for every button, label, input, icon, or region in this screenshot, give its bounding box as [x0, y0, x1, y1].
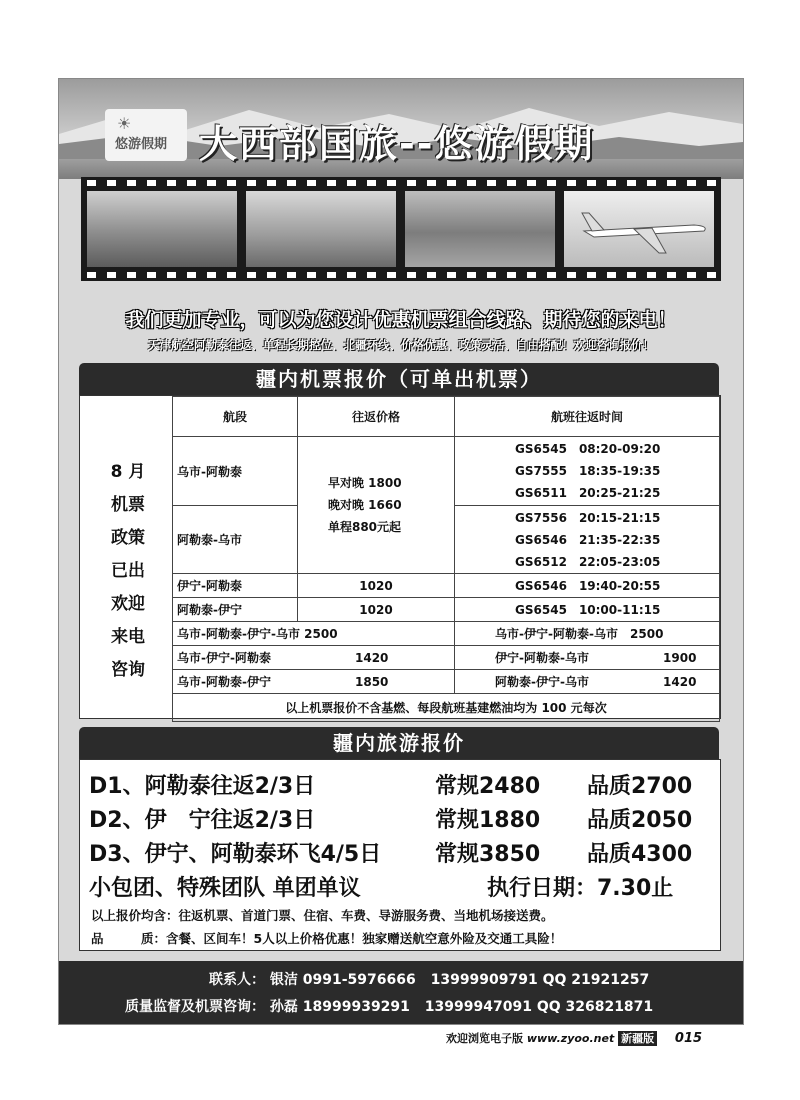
combo-route: 乌市-伊宁-阿勒泰-乌市 — [495, 627, 618, 641]
price-cell — [297, 437, 454, 574]
side-line: 欢迎 — [111, 594, 145, 614]
route-cell: 伊宁-阿勒泰 — [173, 574, 298, 598]
route-cell: 阿勒泰-伊宁 — [173, 598, 298, 622]
tour-name: D1、阿勒泰往返2/3日 — [89, 774, 316, 799]
tour-regular-price: 常规2480 — [435, 774, 541, 799]
combo-route: 伊宁-阿勒泰-乌市 — [495, 651, 590, 665]
contact-name: 银洁 — [269, 972, 298, 988]
footer-text: 欢迎浏览电子版 — [446, 1032, 523, 1045]
side-line: 咨询 — [111, 660, 145, 680]
tour-regular-price: 常规3850 — [435, 842, 541, 867]
tour-quality-note: 品 质：含餐、区间车！5人以上价格优惠！独家赠送航空意外险及交通工具险！ — [91, 931, 563, 946]
contact-bar — [59, 961, 743, 1024]
hero-banner — [59, 79, 743, 179]
combo-route: 乌市-阿勒泰-伊宁 — [177, 675, 271, 689]
edition-badge: 新疆版 — [618, 1031, 657, 1046]
combo-route: 阿勒泰-伊宁-乌市 — [495, 675, 590, 689]
time-cell — [455, 437, 720, 506]
route-cell: 乌市-阿勒泰 — [173, 437, 298, 506]
contact-label: 联系人： — [209, 972, 265, 988]
time-cell: GS6546 19:40-20:55 — [455, 574, 720, 598]
price-line: 单程880元起 — [327, 520, 402, 534]
tour-group-line — [89, 871, 673, 902]
page-title: 大西部国旅--悠游假期 — [199, 122, 595, 166]
combo-price: 2500 — [304, 627, 338, 641]
advertisement-page — [58, 78, 744, 1025]
flight-time: GS6512 22:05-23:05 — [515, 554, 661, 569]
contact-label: 质量监督及机票咨询： — [125, 999, 265, 1015]
combo-price: 1420 — [663, 675, 697, 689]
price-cell: 1020 — [297, 574, 454, 598]
contact-mobile: 13999947091 — [424, 999, 532, 1015]
airplane-photo — [564, 191, 714, 267]
side-line: 已出 — [111, 561, 145, 581]
tour-quality-price: 品质2700 — [587, 774, 693, 799]
route-cell: 阿勒泰-乌市 — [173, 506, 298, 574]
logo-text: 悠游假期 — [115, 137, 168, 152]
tour-name: D2、伊 宁往返2/3日 — [89, 808, 316, 833]
time-cell — [455, 506, 720, 574]
flight-footnote: 以上机票报价不含基燃、每段航班基建燃油均为 100 元每次 — [173, 694, 720, 722]
page-footer — [446, 1030, 702, 1046]
contact-name: 孙磊 — [269, 999, 298, 1015]
flight-section-title: 疆内机票报价（可单出机票） — [79, 363, 719, 395]
bridge-photo — [405, 191, 555, 267]
contact-phone: 18999939291 — [302, 999, 410, 1015]
time-cell: GS6545 10:00-11:15 — [455, 598, 720, 622]
flight-time: GS6511 20:25-21:25 — [515, 486, 661, 500]
tour-item — [89, 769, 692, 800]
header-time: 航班往返时间 — [455, 397, 720, 437]
combo-cell — [173, 646, 455, 670]
tour-item — [89, 837, 692, 868]
footer-site: www.zyoo.net — [526, 1032, 615, 1045]
policy-side-note — [80, 396, 173, 718]
header-route: 航段 — [173, 397, 298, 437]
side-line: 政策 — [111, 528, 145, 548]
price-line: 早对晚 1800 — [327, 476, 402, 490]
tour-section-title: 疆内旅游报价 — [79, 727, 719, 759]
combo-price: 1900 — [663, 651, 697, 665]
tour-quality-price: 品质4300 — [587, 842, 693, 867]
combo-cell — [455, 646, 720, 670]
contact-qq: QQ 21921257 — [542, 972, 650, 988]
combo-cell — [455, 622, 720, 646]
film-holes-top — [81, 179, 721, 187]
airplane-icon — [564, 191, 714, 267]
side-line: 8 月 — [110, 462, 146, 482]
flight-time: GS6545 08:20-09:20 — [515, 442, 661, 456]
price-line: 晚对晚 1660 — [327, 498, 402, 512]
flight-time: GS6546 21:35-22:35 — [515, 532, 661, 547]
tour-name: D3、伊宁、阿勒泰环飞4/5日 — [89, 842, 382, 867]
tour-quality-price: 品质2050 — [587, 808, 693, 833]
sub-slogan: 天津航空阿勒泰往返、单程长期控位、北疆环线、价格优惠、政策灵活、自由搭配！欢迎咨询报价！ — [148, 338, 654, 352]
contact-qq: QQ 326821871 — [536, 999, 654, 1015]
slogan: 我们更加专业，可以为您设计优惠机票组合线路、期待您的来电！ — [125, 309, 677, 331]
combo-price: 1420 — [355, 651, 389, 665]
lake-photo — [87, 191, 237, 267]
flight-price-panel — [79, 395, 721, 719]
combo-price: 2500 — [630, 627, 664, 641]
header-price: 往返价格 — [297, 397, 454, 437]
contact-row — [59, 969, 649, 989]
contact-row — [59, 996, 653, 1016]
flight-price-table — [172, 396, 720, 722]
flight-time: GS7555 18:35-19:35 — [515, 464, 661, 478]
brand-logo — [105, 109, 187, 161]
combo-route: 乌市-阿勒泰-伊宁-乌市 — [177, 627, 300, 641]
sun-icon: ☀ — [117, 114, 132, 133]
page-number: 015 — [674, 1031, 703, 1046]
tour-item — [89, 803, 692, 834]
film-holes-bottom — [81, 271, 721, 279]
group-note: 小包团、特殊团队 单团单议 — [89, 876, 361, 901]
flight-time: GS7556 20:15-21:15 — [515, 510, 661, 525]
tour-regular-price: 常规1880 — [435, 808, 541, 833]
photo-filmstrip — [81, 177, 721, 281]
combo-cell — [173, 622, 455, 646]
side-line: 机票 — [111, 495, 145, 515]
contact-mobile: 13999909791 — [430, 972, 538, 988]
valid-date: 执行日期：7.30止 — [487, 876, 674, 901]
mountain-photo — [246, 191, 396, 267]
combo-cell — [455, 670, 720, 694]
side-line: 来电 — [111, 627, 145, 647]
price-cell: 1020 — [297, 598, 454, 622]
combo-price: 1850 — [355, 675, 389, 689]
combo-cell — [173, 670, 455, 694]
tour-inclusion-note: 以上报价均含：往返机票、首道门票、住宿、车费、导游服务费、当地机场接送费。 — [91, 908, 554, 923]
contact-phone: 0991-5976666 — [302, 972, 416, 988]
combo-route: 乌市-伊宁-阿勒泰 — [177, 651, 271, 665]
